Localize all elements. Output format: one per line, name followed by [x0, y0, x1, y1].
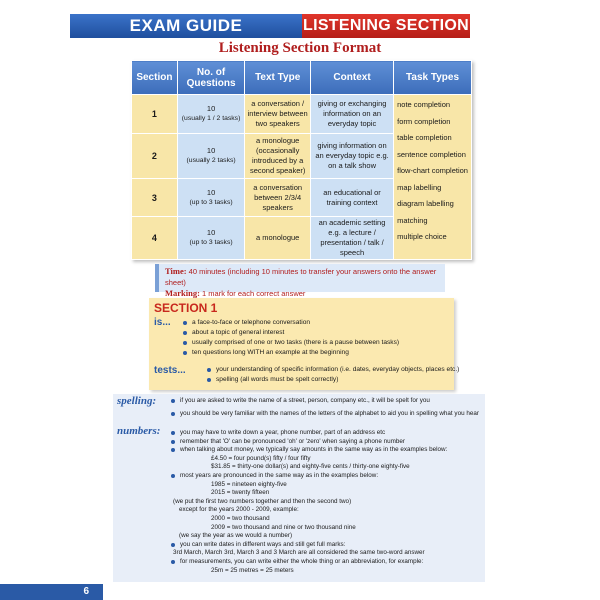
question-count: 10	[206, 146, 216, 155]
list-item-text: most years are pronounced in the same way as in the examples below:	[180, 471, 379, 479]
list-item	[171, 541, 447, 550]
task-note: (usually 1 / 2 tasks)	[181, 115, 241, 122]
section-number: 4	[132, 217, 178, 260]
text-type: a monologue	[245, 217, 311, 260]
bullet-icon	[183, 351, 187, 355]
task-type-item: table completion	[397, 133, 452, 142]
list-item-text: you can write dates in different ways and still get full marks:	[180, 540, 346, 548]
list-item	[171, 397, 479, 406]
list-item	[183, 328, 399, 338]
section-number: 2	[132, 134, 178, 179]
task-type-item: flow-chart completion	[397, 166, 468, 175]
header-questions: No. of Questions	[177, 61, 245, 95]
context: giving or exchanging information on an everyday topic	[310, 95, 393, 134]
marking-label: Marking:	[165, 288, 200, 298]
section-number: 1	[132, 95, 178, 134]
note-line: (we put the first two numbers together and then the second two)	[173, 497, 352, 505]
listening-format-table	[131, 60, 472, 260]
list-item-text: your understanding of specific information (i.e. dates, everyday objects, places etc.)	[216, 366, 460, 373]
list-item-text: for measurements, you can write either the whole thing or an abbreviation, for example:	[180, 557, 424, 565]
spelling-label: spelling:	[117, 395, 157, 407]
notes-panel	[113, 394, 485, 582]
bullet-icon	[207, 378, 211, 382]
task-type-item: map labelling	[397, 182, 442, 192]
task-note: (up to 3 tasks)	[189, 198, 233, 206]
time-note: (including 10 minutes to transfer your answers onto the answer sheet)	[165, 267, 437, 287]
tests-label: tests...	[154, 365, 186, 376]
list-item	[207, 375, 459, 385]
time-minutes: 40 minutes	[188, 267, 226, 276]
task-type-item: sentence completion	[397, 149, 466, 159]
header-listening-section: LISTENING SECTION	[302, 14, 470, 38]
list-item	[207, 365, 459, 375]
question-count-cell	[177, 95, 245, 134]
example-line: 2000 = two thousand	[211, 514, 270, 522]
header-text-type: Text Type	[245, 61, 311, 95]
list-item-text: a face-to-face or telephone conversation	[192, 319, 311, 326]
is-label: is...	[154, 317, 171, 328]
bullet-icon	[183, 331, 187, 335]
bullet-icon	[171, 560, 175, 564]
is-list	[183, 318, 399, 358]
example-line: 25m = 25 metres = 25 meters	[211, 566, 294, 574]
note-line: (we say the year as we would a number)	[179, 532, 293, 540]
time-marking-box	[155, 264, 445, 298]
list-item	[171, 558, 447, 567]
list-item	[171, 446, 447, 455]
marking-value: 1 mark for each correct answer	[202, 289, 306, 298]
list-item-text: when talking about money, we typically say amounts in the same way as in the examples below:	[180, 446, 448, 454]
header-context: Context	[310, 61, 393, 95]
header-banner	[70, 14, 470, 38]
question-count-cell	[177, 134, 245, 179]
list-item	[171, 410, 479, 419]
list-item	[183, 318, 399, 328]
bullet-icon	[171, 399, 175, 403]
list-item	[183, 348, 399, 358]
table-row	[132, 95, 472, 134]
task-type-item: matching	[397, 215, 428, 225]
spelling-list	[171, 397, 479, 418]
list-item-text: ten questions long WITH an example at the beginning	[192, 349, 349, 356]
list-item	[183, 338, 399, 348]
question-count: 10	[206, 104, 216, 113]
text-type: a conversation between 2/3/4 speakers	[245, 179, 311, 217]
example-line: 3rd March, March 3rd, March 3 and 3 March are all considered the same two-word answer	[173, 549, 425, 557]
list-item-text: you may have to write down a year, phone number, part of an address etc	[180, 429, 386, 436]
bullet-icon	[171, 431, 175, 435]
page-number: 6	[0, 584, 103, 600]
header-section: Section	[132, 61, 178, 95]
list-item-text: about a topic of general interest	[192, 329, 285, 336]
list-item-text: spelling (all words must be spelt correctly)	[216, 376, 339, 383]
text-type: a monologue (occasionally introduced by a second speaker)	[245, 134, 311, 179]
section-1-box	[149, 298, 460, 390]
time-line	[165, 266, 439, 288]
bullet-icon	[183, 321, 187, 325]
bullet-icon	[171, 474, 175, 478]
example-line: $31.85 = thirty-one dollar(s) and eighty-five cents / thirty-one eighty-five	[211, 463, 410, 471]
section-1-title: SECTION 1	[154, 301, 218, 315]
list-item	[171, 472, 447, 481]
text-type: a conversation / interview between two speakers	[245, 95, 311, 134]
bullet-icon	[171, 543, 175, 547]
task-note: (usually 2 tasks)	[186, 157, 236, 164]
question-count-cell	[177, 179, 245, 217]
bullet-icon	[171, 440, 175, 444]
question-count: 10	[206, 228, 216, 237]
example-line: £4.50 = four pound(s) fifty / four fifty	[211, 454, 311, 462]
bullet-icon	[183, 341, 187, 345]
time-label: Time:	[165, 266, 187, 276]
task-type-item: multiple choice	[397, 232, 447, 241]
header-task-types: Task Types	[394, 61, 472, 95]
bullet-icon	[171, 448, 175, 452]
context: giving information on an everyday topic e.g. on a talk show	[310, 134, 393, 179]
question-count-cell	[177, 217, 245, 260]
list-item	[171, 429, 447, 438]
context: an educational or training context	[310, 179, 393, 217]
bullet-icon	[171, 412, 175, 416]
context: an academic setting e.g. a lecture / presentation / talk / speech	[310, 217, 393, 260]
list-item-text: if you are asked to write the name of a street, person, company etc., it will be spelt for you	[180, 397, 430, 404]
task-type-item: note completion	[397, 100, 451, 109]
header-exam-guide: EXAM GUIDE	[70, 14, 302, 38]
list-item-text: remember that 'O' can be pronounced 'oh' or 'zero' when saying a phone number	[180, 437, 405, 445]
question-count: 10	[206, 187, 216, 197]
example-line: 2009 = two thousand and nine or two thousand nine	[211, 523, 356, 531]
task-types-cell	[394, 95, 472, 260]
numbers-list	[171, 429, 447, 575]
table-header-row	[132, 61, 472, 95]
task-note: (up to 3 tasks)	[189, 239, 233, 246]
section-number: 3	[132, 179, 178, 217]
example-line: 2015 = twenty fifteen	[211, 489, 270, 497]
tests-list	[207, 365, 459, 385]
task-type-item: diagram labelling	[397, 199, 454, 208]
example-line: 1985 = nineteen eighty-five	[211, 480, 287, 488]
page-title: Listening Section Format	[218, 40, 382, 56]
numbers-label: numbers:	[117, 425, 161, 437]
list-item-text: usually comprised of one or two tasks (there is a pause between tasks)	[192, 339, 400, 346]
list-item	[171, 438, 447, 447]
list-item-text: you should be very familiar with the names of the letters of the alphabet to aid you in spelling what you hear	[180, 409, 479, 417]
note-line: except for the years 2000 - 2009, example:	[179, 506, 299, 514]
task-type-item: form completion	[397, 116, 451, 126]
bullet-icon	[207, 368, 211, 372]
